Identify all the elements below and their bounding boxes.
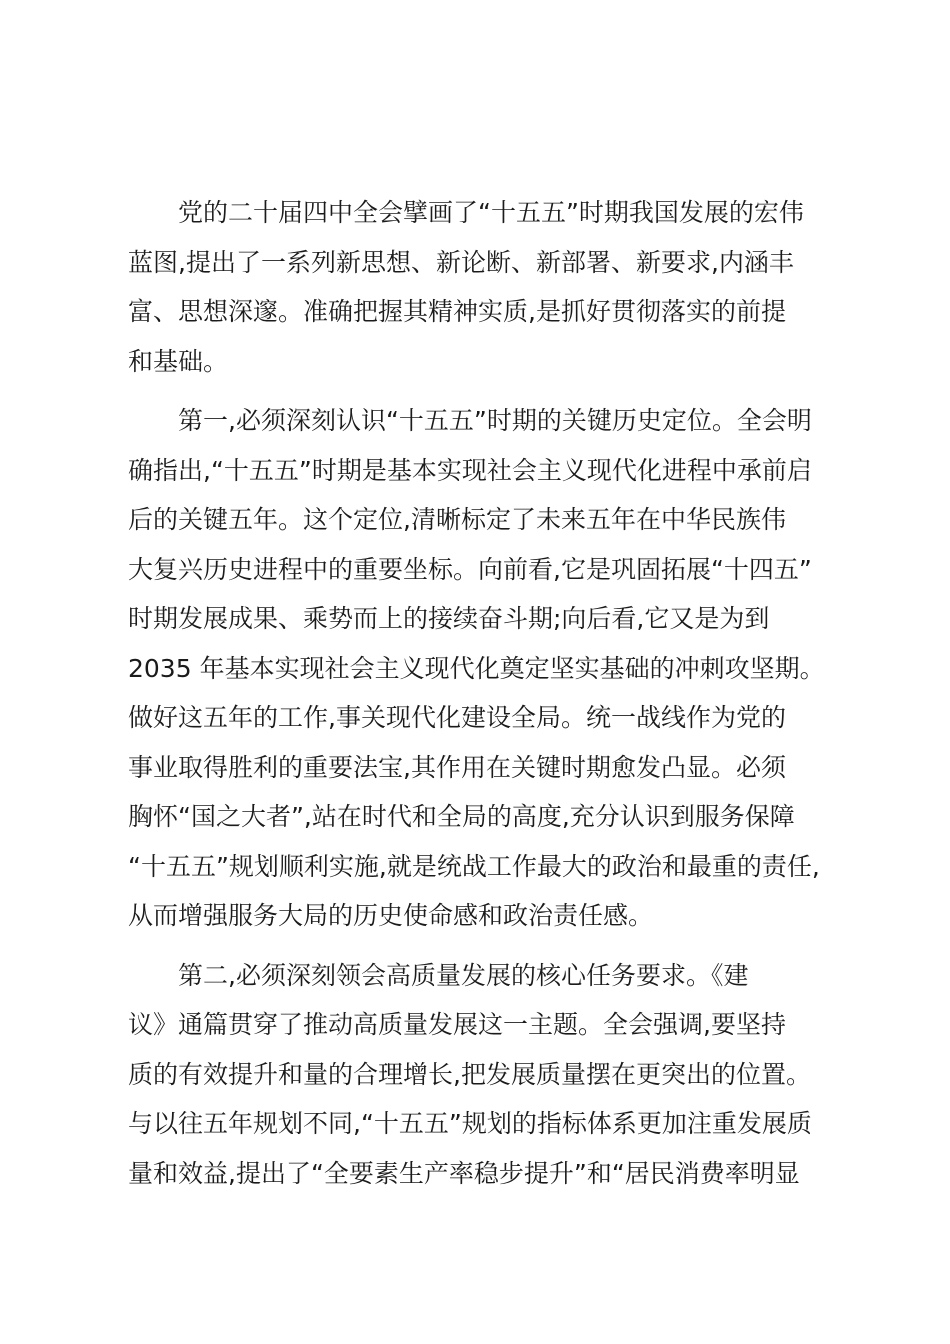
text-line: 和基础。 — [128, 346, 229, 376]
paragraph-2 — [128, 396, 888, 941]
text-line: 富、思想深邃。准确把握其精神实质,是抓好贯彻落实的前提 — [128, 297, 786, 326]
document-body — [128, 188, 888, 1198]
text-line: 确指出,“十五五”时期是基本实现社会主义现代化进程中承前启 — [128, 455, 812, 485]
text-line: 胸怀“国之大者”,站在时代和全局的高度,充分认识到服务保障 — [128, 802, 795, 831]
text-line: 议》通篇贯穿了推动高质量发展这一主题。全会强调,要坚持 — [128, 1010, 786, 1039]
paragraph-3 — [128, 951, 888, 1199]
text-line: 后的关键五年。这个定位,清晰标定了未来五年在中华民族伟 — [128, 505, 786, 534]
text-line: 党的二十届四中全会擘画了“十五五”时期我国发展的宏伟 — [178, 198, 804, 227]
text-line: 做好这五年的工作,事关现代化建设全局。统一战线作为党的 — [128, 703, 786, 732]
text-line: 第一,必须深刻认识“十五五”时期的关键历史定位。全会明 — [178, 406, 812, 435]
text-line: 蓝图,提出了一系列新思想、新论断、新部署、新要求,内涵丰 — [128, 247, 794, 277]
text-line: 量和效益,提出了“全要素生产率稳步提升”和“居民消费率明显 — [128, 1158, 800, 1188]
text-line: 与以往五年规划不同,“十五五”规划的指标体系更加注重发展质 — [128, 1109, 812, 1138]
paragraph-1 — [128, 188, 888, 386]
text-line: 事业取得胜利的重要法宝,其作用在关键时期愈发凸显。必须 — [128, 752, 786, 782]
text-line: 质的有效提升和量的合理增长,把发展质量摆在更突出的位置。 — [128, 1059, 811, 1089]
text-line: 从而增强服务大局的历史使命感和政治责任感。 — [128, 901, 654, 930]
text-line: 大复兴历史进程中的重要坐标。向前看,它是巩固拓展“十四五” — [128, 554, 812, 584]
text-line: 2035 年基本实现社会主义现代化奠定坚实基础的冲刺攻坚期。 — [128, 653, 825, 683]
text-line: 第二,必须深刻领会高质量发展的核心任务要求。《建 — [178, 960, 749, 990]
text-line: “十五五”规划顺利实施,就是统战工作最大的政治和最重的责任, — [128, 851, 820, 881]
text-line: 时期发展成果、乘势而上的接续奋斗期;向后看,它又是为到 — [128, 604, 770, 633]
